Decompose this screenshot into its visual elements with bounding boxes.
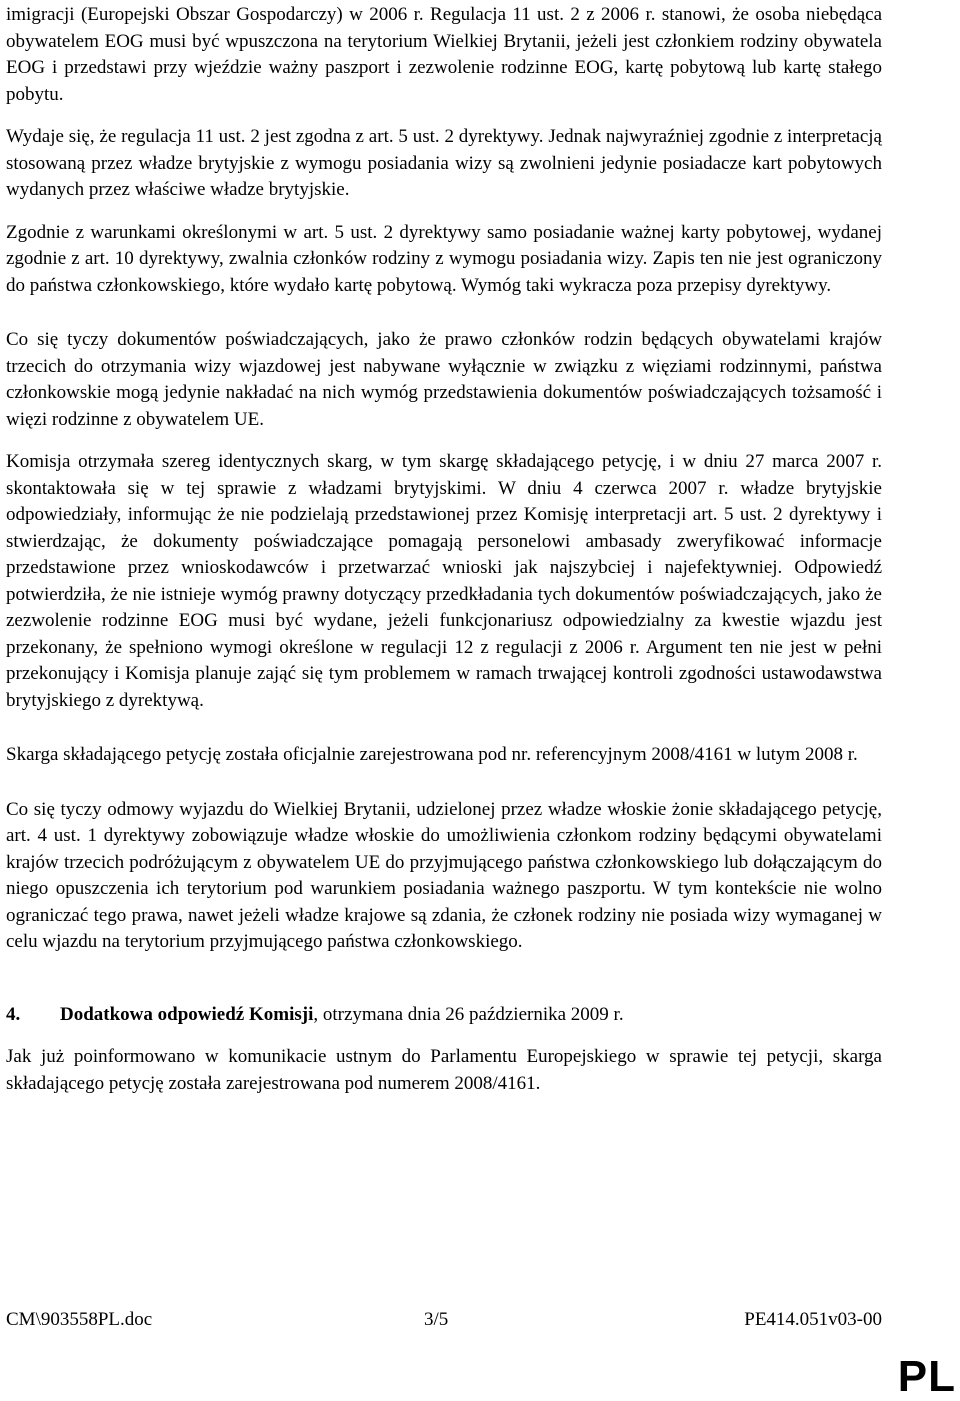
language-code: PL (897, 1352, 956, 1401)
paragraph-1: imigracji (Europejski Obszar Gospodarczy) w 2006 r. Regulacja 11 ust. 2 z 2006 r. stanowi, że osoba niebędąca obywatelem EOG musi być wpuszczona na terytorium Wielkiej Brytanii, jeżeli jest członkiem rodziny obywatela EOG i przedstawi przy wjeździe ważny paszport i zezwolenie rodzinne EOG, kartę pobytową lub kartę stałego pobytu. (6, 4, 882, 105)
paragraph-6: Skarga składającego petycję została oficjalnie zarejestrowana pod nr. referencyjnym 2008/4161 w lutym 2008 r. (6, 744, 858, 765)
section-title-date: , otrzymana dnia 26 października 2009 r. (313, 1003, 624, 1025)
paragraph-7: Co się tyczy odmowy wyjazdu do Wielkiej Brytanii, udzielonej przez władze włoskie żonie składającego petycję, art. 4 ust. 1 dyrektywy zobowiązuje władze włoskie do umożliwienia członkom rodziny będącymi obywatelami krajów trzecich podróżującym z obywatelem UE do przyjmującego państwa członkowskiego lub dołączającym do niego opuszczenia ich terytorium pod warunkiem posiadania ważnego paszportu. W tym kontekście nie wolno ograniczać tego prawa, nawet jeżeli władze krajowe są zdania, że członek rodziny nie posiada wizy wymaganej w celu wjazdu na terytorium przyjmującego państwa członkowskiego. (6, 798, 882, 952)
section-heading (6, 1002, 882, 1029)
paragraph-5: Komisja otrzymała szereg identycznych skarg, w tym skargę składającego petycję, i w dniu 27 marca 2007 r. skontaktowała się w tej sprawie z władzami brytyjskimi. W dniu 4 czerwca 2007 r. władze brytyjskie odpowiedziały, informując że nie podzielają przedstawionej przez Komisję interpretacji art. 5 ust. 2 dyrektywy i stwierdzając, że dokumenty poświadczające pomagają personelowi ambasady zweryfikować informacje przedstawione przez wnioskodawców i przetwarzać wnioski jak najszybciej i najefektywniej. Odpowiedź potwierdziła, że nie istnieje wymóg prawny dotyczący przedkładania tych dokumentów poświadczających, jako że zezwolenie rodzinne EOG musi być wydane, jeżeli funkcjonariusz odpowiedzialny za kwestie wjazdu jest przekonany, że spełniono wymogi określone w regulacji 12 z regulacji z 2006 r. Argument ten nie jest w pełni przekonujący i Komisja planuje zająć się tym problemem w ramach trwającej kontroli zgodności ustawodawstwa brytyjskiego z dyrektywą. (6, 451, 882, 711)
footer-document-reference: CM\903558PL.doc (6, 1309, 153, 1330)
document-body (6, 0, 882, 1097)
footer-pe-reference: PE414.051v03-00 (744, 1309, 882, 1330)
paragraph-2: Wydaje się, że regulacja 11 ust. 2 jest zgodna z art. 5 ust. 2 dyrektywy. Jednak najwyraźniej zgodnie z interpretacją stosowaną przez władze brytyjskie z wymogu posiadania wizy są zwolnieni jedynie posiadacze kart pobytowych wydanych przez właściwe władze brytyjskie. (6, 126, 882, 200)
section-paragraph: Jak już poinformowano w komunikacie ustnym do Parlamentu Europejskiego w sprawie tej petycji, skarga składającego petycję została zarejestrowana pod numerem 2008/4161. (6, 1046, 882, 1094)
footer-page-number: 3/5 (424, 1309, 449, 1330)
paragraph-3: Zgodnie z warunkami określonymi w art. 5 ust. 2 dyrektywy samo posiadanie ważnej karty pobytowej, wydanej zgodnie z art. 10 dyrektywy, zwalnia członków rodziny z wymogu posiadania wizy. Zapis ten nie jest ograniczony do państwa członkowskiego, które wydało kartę pobytową. Wymóg taki wykracza poza przepisy dyrektywy. (6, 221, 882, 296)
paragraph-4: Co się tyczy dokumentów poświadczających, jako że prawo członków rodzin będących obywatelami krajów trzecich do otrzymania wizy wjazdowej jest nabywane wyłącznie w związku z więziami rodzinnymi, państwa członkowskie mogą jedynie nakładać na nich wymóg przedstawienia dokumentów poświadczających tożsamość i więzi rodzinne z obywatelem UE. (6, 329, 882, 430)
section-number: 4. (6, 1003, 21, 1025)
section-title: Dodatkowa odpowiedź Komisji (60, 1003, 314, 1025)
page-footer (6, 1307, 882, 1333)
